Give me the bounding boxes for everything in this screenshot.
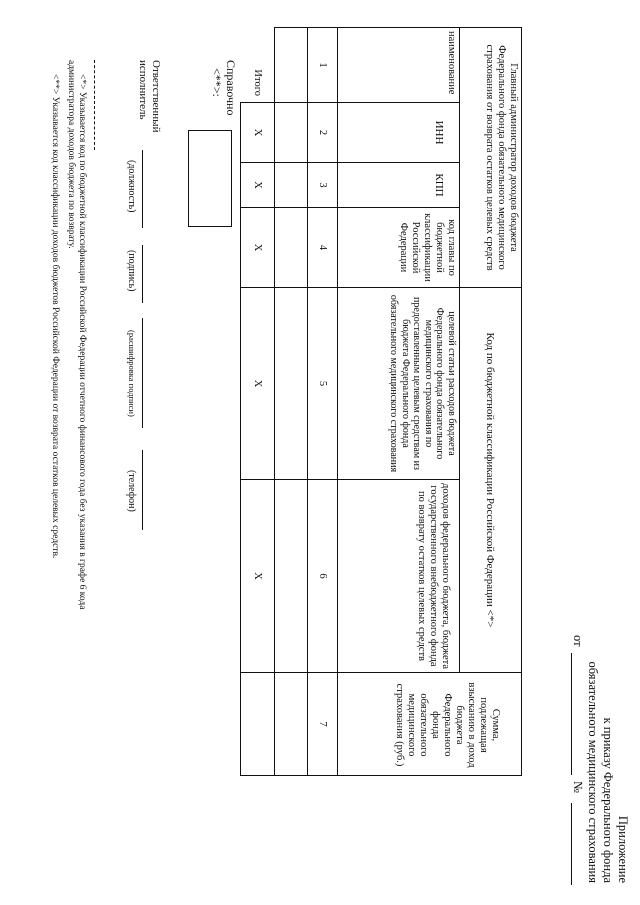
reference-label xyxy=(210,60,238,115)
column-header-kpp: КПП xyxy=(338,163,460,208)
table-cell xyxy=(275,288,308,480)
total-mark: Х xyxy=(241,163,275,208)
executor-label-line2: исполнитель xyxy=(137,60,149,120)
phone-signature-line xyxy=(142,450,143,530)
number-blank-line xyxy=(571,803,572,885)
name-caption: (расшифровка подписи) xyxy=(127,330,137,417)
signature-caption: (подпись) xyxy=(126,250,137,292)
column-number-row xyxy=(308,28,338,776)
kbk-group-header: Код по бюджетной классификации Российской Федерации <*> xyxy=(460,288,522,673)
table-cell xyxy=(275,673,308,776)
footnote-2: <**> Указывается код классификации доходов бюджетов Российской Федерации от возврата остатков целевых средств. xyxy=(50,74,60,559)
table-cell xyxy=(275,480,308,673)
column-number: 3 xyxy=(308,163,338,208)
phone-caption: (телефон) xyxy=(126,470,137,512)
order-date-number xyxy=(569,635,585,885)
signature-line xyxy=(142,245,143,303)
column-number: 4 xyxy=(308,208,338,288)
admin-group-header: Главный администратор доходов бюджета Федерального фонда обязательного медицинского страхования от возврата остатков целевых средств xyxy=(460,28,522,288)
table-cell xyxy=(275,103,308,163)
appendix-header xyxy=(585,483,630,883)
position-caption: (должность) xyxy=(126,160,137,213)
number-sign: № xyxy=(571,781,585,793)
position-signature-line xyxy=(142,150,143,228)
table-cell xyxy=(275,28,308,103)
column-header-expense-code: целевой статьи расходов бюджета Федерального фонда обязательного медицинского страхования по предоставленным целевым средствам из бюджета Федерального фонда обязательного медицинского страхования xyxy=(338,288,460,480)
reference-label-line1: Справочно xyxy=(224,60,238,116)
footnote-separator xyxy=(94,60,95,150)
refund-table xyxy=(240,27,522,776)
table-cell xyxy=(275,163,308,208)
reference-box xyxy=(188,130,232,227)
table-row xyxy=(275,28,308,776)
total-label: Итого xyxy=(252,69,264,96)
total-mark: Х xyxy=(241,480,275,673)
column-header-name: наименование xyxy=(338,28,460,103)
column-number: 7 xyxy=(308,673,338,776)
responsible-executor-label xyxy=(136,60,162,132)
reference-label-line2: <**>: xyxy=(210,68,224,97)
date-blank-line xyxy=(571,653,572,775)
column-header-inn: ИНН xyxy=(338,103,460,163)
footnote-1-line1: <*> Указывается код по бюджетной классификации Российской Федерации отчетного финансового года без указания в графе 6 кода xyxy=(77,74,87,610)
column-number: 6 xyxy=(308,480,338,673)
footnote-1 xyxy=(65,60,87,890)
fund-name: обязательного медицинского страхования xyxy=(586,661,600,883)
total-sum-cell xyxy=(241,673,275,776)
column-header-chapter-code: код главы по бюджетной классификации Российской Федерации xyxy=(338,208,460,288)
total-mark: Х xyxy=(241,103,275,163)
name-signature-line xyxy=(142,318,143,428)
executor-label-line1: Ответственный xyxy=(150,60,162,133)
appendix-label: Приложение xyxy=(616,815,630,883)
total-mark: Х xyxy=(241,208,275,288)
column-header-income-code: доходов федерального бюджета, бюджета государственного внебюджетного фонда по возврату остатков целевых средств xyxy=(338,480,460,673)
column-number: 1 xyxy=(308,28,338,103)
date-prefix: от xyxy=(571,635,585,647)
table-cell xyxy=(275,208,308,288)
footnote-1-line2: администратора доходов бюджета по возврату. xyxy=(66,60,76,249)
column-number: 5 xyxy=(308,288,338,480)
order-reference: к приказу Федерального фонда xyxy=(601,717,615,883)
total-row xyxy=(241,28,275,776)
column-number: 2 xyxy=(308,103,338,163)
total-mark: Х xyxy=(241,288,275,480)
column-header-sum: Сумма, подлежащая взысканию в доход бюджета Федерального фонда обязательного медицинского страхования (руб.) xyxy=(338,673,522,776)
